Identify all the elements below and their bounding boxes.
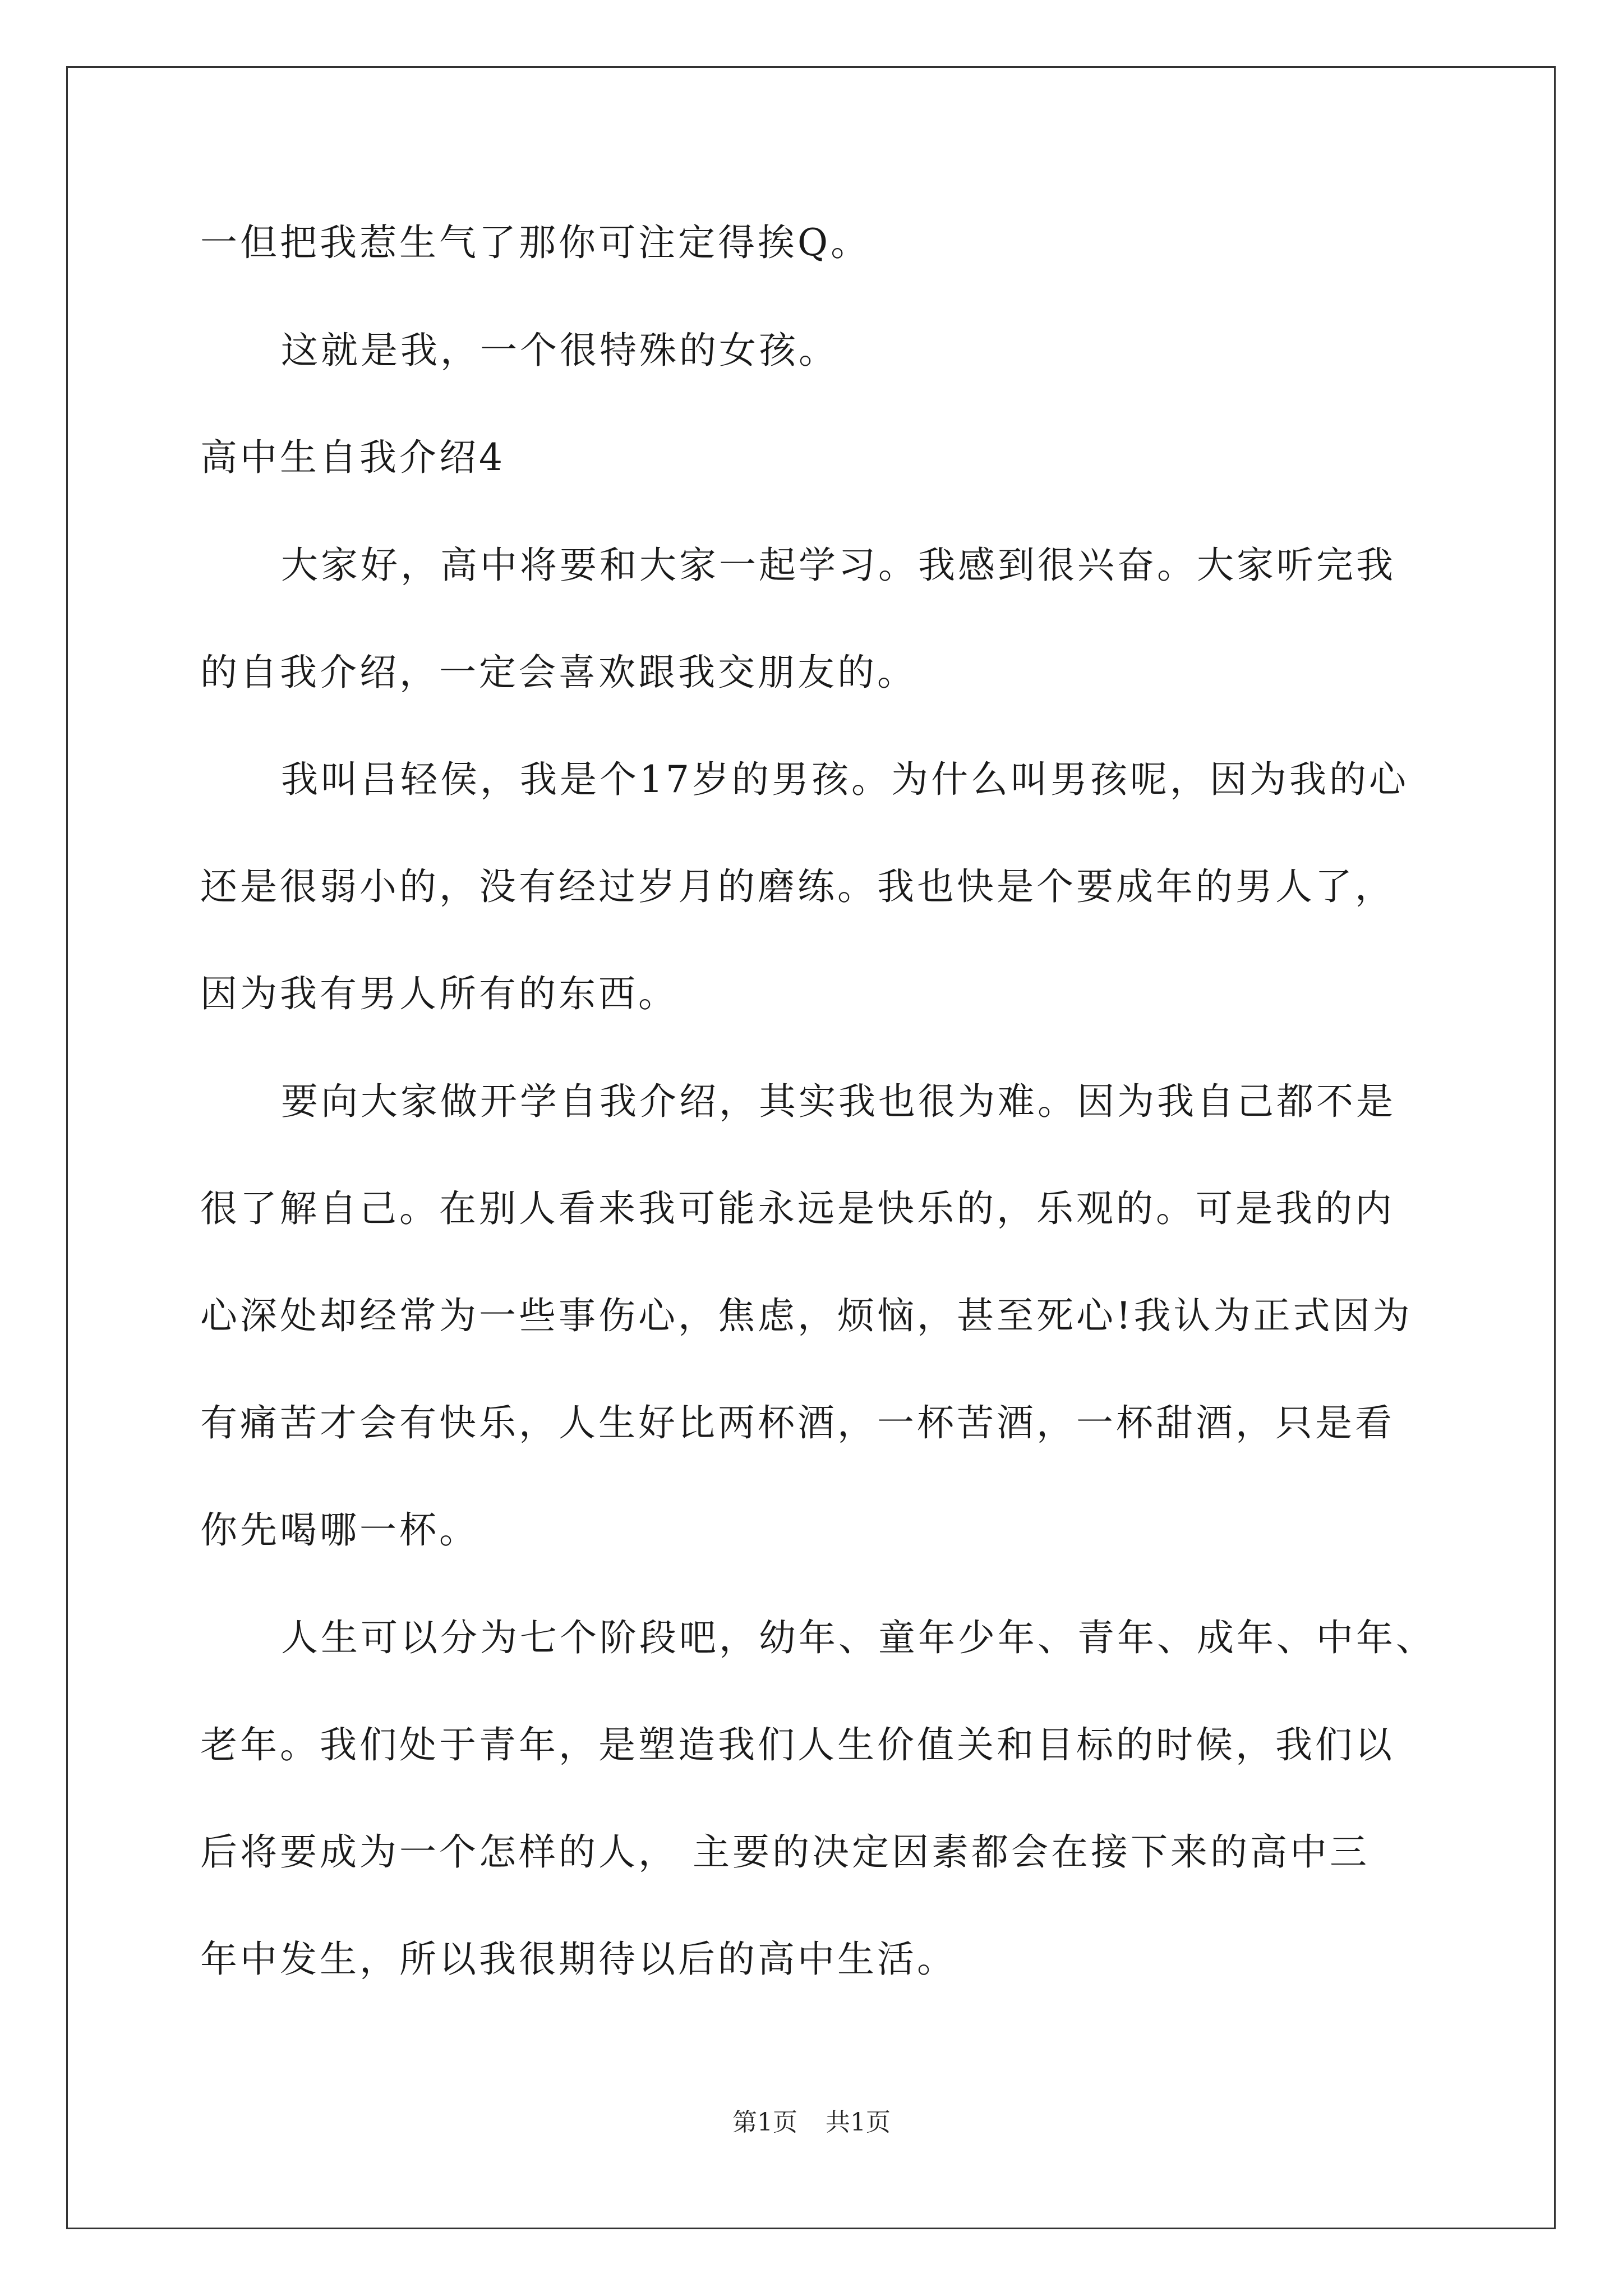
page-number: 第1页: [732, 2108, 797, 2137]
section-heading: 高中生自我介绍4: [200, 436, 505, 479]
text-line-10: 很了解自己。在别人看来我可能永远是快乐的，乐观的。可是我的内: [200, 1187, 1395, 1230]
text-line-15: 老年。我们处于青年，是塑造我们人生价值关和目标的时候，我们以: [200, 1723, 1395, 1766]
text-line-14: 人生可以分为七个阶段吧，幼年、童年少年、青年、成年、中年、: [281, 1616, 1436, 1659]
text-line-12: 有痛苦才会有快乐，人生好比两杯酒，一杯苦酒，一杯甜酒，只是看: [200, 1401, 1395, 1444]
page-border: [66, 66, 1556, 2229]
text-line-1: 一但把我惹生气了那你可注定得挨Q。: [200, 221, 871, 264]
text-line-11: 心深处却经常为一些事伤心，焦虑，烦恼，甚至死心!我认为正式因为: [200, 1294, 1413, 1337]
page-footer: [0, 2106, 1623, 2139]
page-count: 共1页: [826, 2108, 891, 2137]
text-line-13: 你先喝哪一杯。: [200, 1508, 479, 1552]
text-line-4: 大家好，高中将要和大家一起学习。我感到很兴奋。大家听完我: [281, 544, 1396, 587]
text-line-8: 因为我有男人所有的东西。: [200, 972, 678, 1015]
text-line-9: 要向大家做开学自我介绍，其实我也很为难。因为我自己都不是: [281, 1080, 1396, 1123]
text-line-16: 后将要成为一个怎样的人， 主要的决定因素都会在接下来的高中三: [200, 1830, 1370, 1874]
text-line-5: 的自我介绍，一定会喜欢跟我交朋友的。: [200, 651, 917, 694]
text-line-6: 我叫吕轻侯，我是个17岁的男孩。为什么叫男孩呢，因为我的心: [281, 758, 1409, 801]
text-line-2: 这就是我，一个很特殊的女孩。: [281, 329, 838, 372]
text-line-17: 年中发生，所以我很期待以后的高中生活。: [200, 1938, 957, 1981]
text-line-7: 还是很弱小的，没有经过岁月的磨练。我也快是个要成年的男人了，: [200, 865, 1395, 908]
